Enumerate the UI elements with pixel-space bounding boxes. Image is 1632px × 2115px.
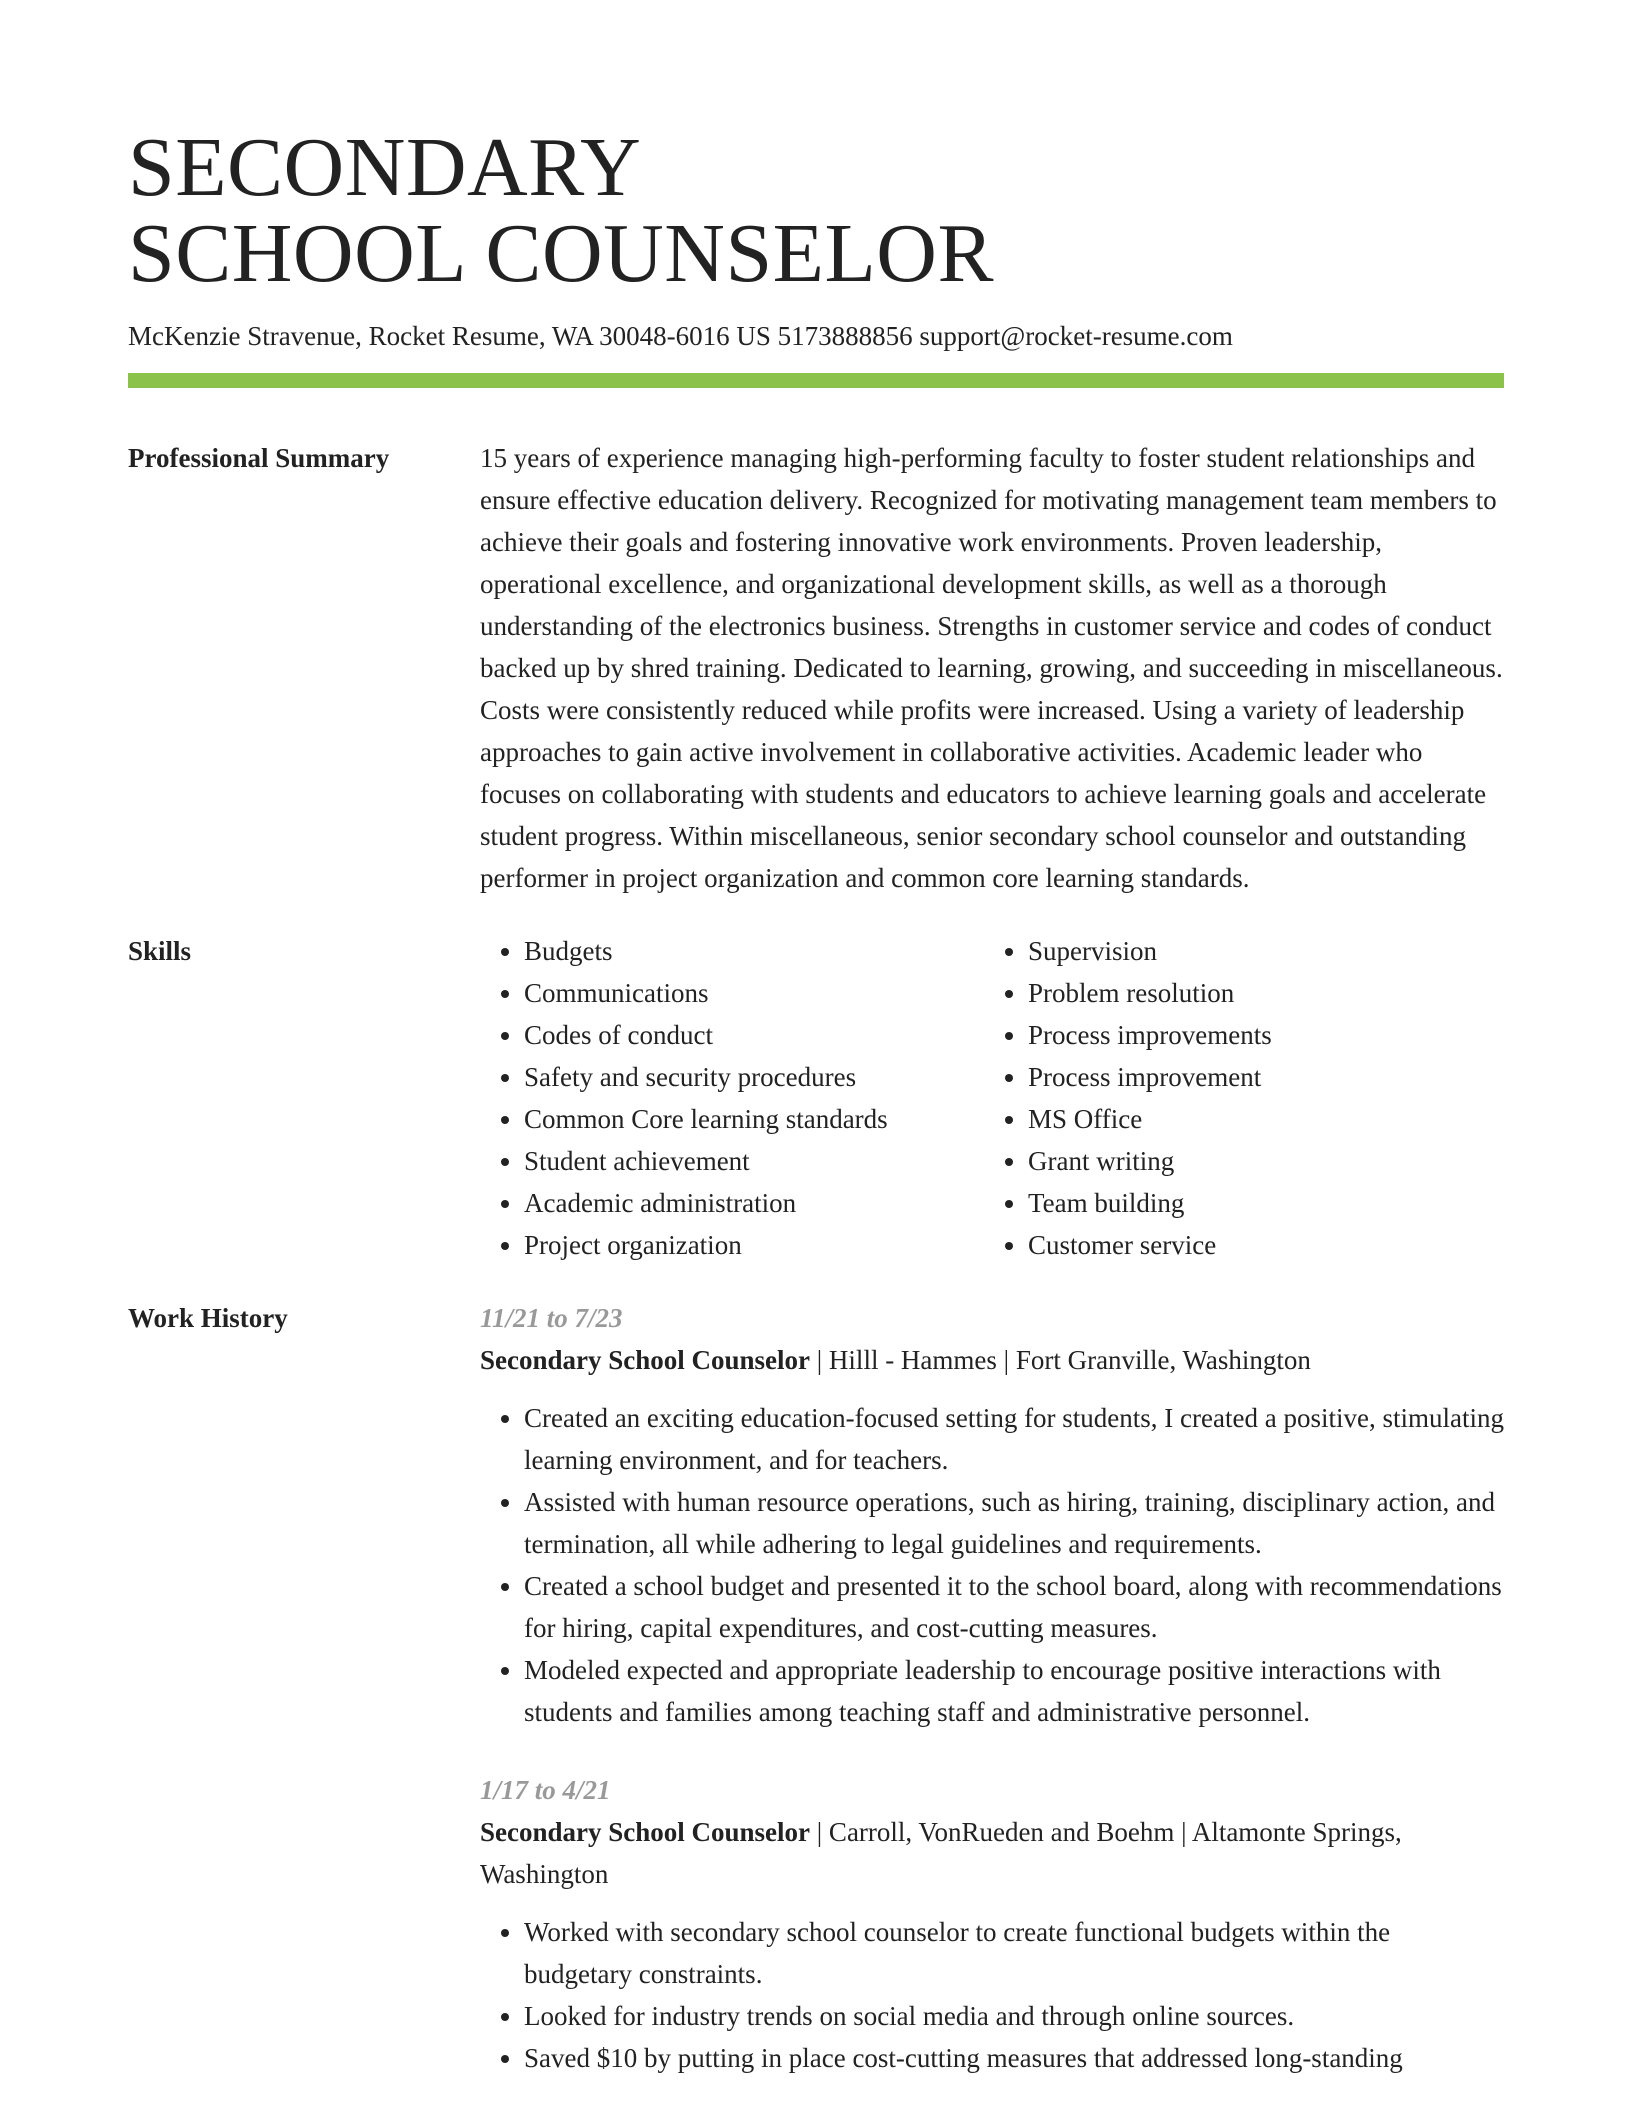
job-dates: 1/17 to 4/21 xyxy=(480,1775,611,1805)
resume-title xyxy=(128,0,1504,300)
skills-heading: Skills xyxy=(128,936,192,966)
job-bullet: • Looked for industry trends on social media and through online sources. xyxy=(524,1995,1504,2037)
job-heading xyxy=(480,1339,1504,1381)
job-entry xyxy=(480,1297,1504,1733)
skill-item: • Communications xyxy=(524,972,984,1014)
job-entry xyxy=(480,1769,1504,2079)
work-history-entries xyxy=(480,1297,1504,2115)
summary-text: 15 years of experience managing high-performing faculty to foster student relationships and ensure effective education delivery. Recognized for motivating management team members to achieve their goals and fostering innovative work environments. Proven leadership, operational excellence, and organizational development skills, as well as a thorough understanding of the electronics business. Strengths in customer service and codes of conduct backed up by shred training. Dedicated to learning, growing, and succeeding in miscellaneous. Costs were consistently reduced while profits were increased. Using a variety of leadership approaches to gain active involvement in collaborative activities. Academic leader who focuses on collaborating with students and educators to achieve learning goals and accelerate student progress. Within miscellaneous, senior secondary school counselor and outstanding performer in project organization and common core learning standards. xyxy=(480,443,1503,893)
skills-section xyxy=(128,930,1504,1266)
skill-item: • Safety and security procedures xyxy=(524,1056,984,1098)
skill-item: • Problem resolution xyxy=(1028,972,1488,1014)
skill-item: • Student achievement xyxy=(524,1140,984,1182)
skill-item: • MS Office xyxy=(1028,1098,1488,1140)
skill-item: • Project organization xyxy=(524,1224,984,1266)
skill-item: • Academic administration xyxy=(524,1182,984,1224)
skill-item: • Supervision xyxy=(1028,930,1488,972)
job-employer-location: | Carroll, VonRueden and Boehm | Altamonte Springs, Washington xyxy=(480,1817,1402,1889)
summary-section xyxy=(128,437,1504,899)
skills-list-left xyxy=(480,930,984,1266)
job-heading xyxy=(480,1811,1504,1895)
skills-columns xyxy=(480,930,1504,1266)
job-bullet: • Assisted with human resource operations, such as hiring, training, disciplinary action, and termination, all while adhering to legal guidelines and requirements. xyxy=(524,1481,1504,1565)
job-title: Secondary School Counselor xyxy=(480,1345,811,1375)
summary-heading: Professional Summary xyxy=(128,443,390,473)
job-bullet: • Saved $10 by putting in place cost-cutting measures that addressed long-standing xyxy=(524,2037,1504,2079)
job-bullets xyxy=(480,1397,1504,1733)
title-line-2: SCHOOL COUNSELOR xyxy=(128,207,994,300)
skills-list-right xyxy=(984,930,1488,1266)
job-bullet: • Worked with secondary school counselor to create functional budgets within the budgetary constraints. xyxy=(524,1911,1504,1995)
skill-item: • Process improvement xyxy=(1028,1056,1488,1098)
skill-item: • Codes of conduct xyxy=(524,1014,984,1056)
title-line-1: SECONDARY xyxy=(128,121,642,214)
job-employer-location: | Hilll - Hammes | Fort Granville, Washington xyxy=(810,1345,1311,1375)
contact-info: McKenzie Stravenue, Rocket Resume, WA 30048-6016 US 5173888856 support@rocket-resume.com xyxy=(128,321,1233,351)
job-bullets xyxy=(480,1911,1504,2079)
job-bullet: • Created a school budget and presented it to the school board, along with recommendations for hiring, capital expenditures, and cost-cutting measures. xyxy=(524,1565,1504,1649)
accent-divider xyxy=(128,373,1504,388)
job-bullet: • Modeled expected and appropriate leadership to encourage positive interactions with students and families among teaching staff and administrative personnel. xyxy=(524,1649,1504,1733)
skill-item: • Customer service xyxy=(1028,1224,1488,1266)
skill-item: • Budgets xyxy=(524,930,984,972)
skill-item: • Grant writing xyxy=(1028,1140,1488,1182)
job-bullet: • Created an exciting education-focused setting for students, I created a positive, stimulating learning environment, and for teachers. xyxy=(524,1397,1504,1481)
job-dates: 11/21 to 7/23 xyxy=(480,1303,623,1333)
skill-item: • Process improvements xyxy=(1028,1014,1488,1056)
work-history-section xyxy=(128,1297,1504,2115)
skill-item: • Team building xyxy=(1028,1182,1488,1224)
job-title: Secondary School Counselor xyxy=(480,1817,811,1847)
work-history-heading: Work History xyxy=(128,1303,288,1333)
skill-item: • Common Core learning standards xyxy=(524,1098,984,1140)
